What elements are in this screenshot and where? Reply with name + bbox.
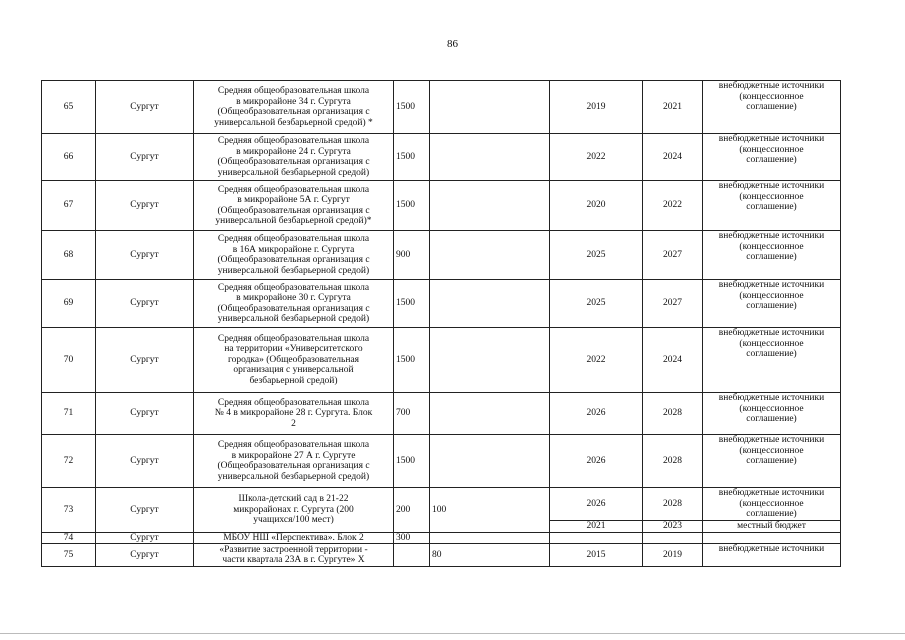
end-year: 2028 bbox=[643, 488, 703, 521]
start-year: 2015 bbox=[550, 544, 643, 567]
city-cell: Сургут bbox=[96, 181, 194, 231]
start-year: 2019 bbox=[550, 81, 643, 134]
facility-name-line: Школа-детский сад в 21-22 bbox=[238, 494, 349, 504]
funding-source-line: (концессионное bbox=[739, 338, 804, 349]
capacity-secondary-cell bbox=[430, 328, 550, 393]
row-number: 69 bbox=[42, 280, 96, 328]
capacity-cell: 1500 bbox=[394, 134, 430, 181]
capacity-secondary-cell bbox=[430, 393, 550, 435]
row-number: 68 bbox=[42, 231, 96, 280]
row-number: 74 bbox=[42, 532, 96, 544]
table-row bbox=[42, 181, 841, 231]
funding-source-line: (концессионное bbox=[739, 144, 804, 155]
start-year: 2021 bbox=[550, 521, 643, 533]
facility-name-line: № 4 в микрорайоне 28 г. Сургута. Блок bbox=[214, 408, 373, 419]
facility-name-line: в микрорайоне 24 г. Сургута bbox=[236, 146, 351, 157]
facility-name-line: микрорайонах г. Сургута (200 bbox=[233, 504, 354, 515]
funding-source bbox=[703, 81, 841, 134]
funding-source bbox=[703, 280, 841, 328]
facility-name-line: в микрорайоне 34 г. Сургута bbox=[236, 96, 351, 107]
start-year: 2026 bbox=[550, 488, 643, 521]
row-number: 71 bbox=[42, 393, 96, 435]
funding-source-line: (концессионное bbox=[739, 445, 804, 456]
funding-source bbox=[703, 134, 841, 181]
start-year: 2020 bbox=[550, 181, 643, 231]
funding-source bbox=[703, 544, 841, 567]
funding-source-line: (концессионное bbox=[739, 403, 804, 414]
facility-name-line: Средняя общеобразовательная школа bbox=[217, 86, 370, 96]
table-row bbox=[42, 393, 841, 435]
capacity-secondary-cell: 100 bbox=[430, 488, 550, 533]
table-row bbox=[42, 81, 841, 134]
funding-source-line: внебюджетные источники bbox=[718, 81, 825, 91]
facility-name-line: (Общеобразовательная организация с bbox=[217, 107, 370, 117]
capacity-secondary-cell bbox=[430, 532, 550, 544]
facility-name bbox=[194, 81, 394, 134]
facility-name bbox=[194, 544, 394, 567]
end-year: 2021 bbox=[643, 81, 703, 134]
facility-name-line: в микрорайоне 5А г. Сургут bbox=[237, 195, 350, 205]
funding-source-line: внебюджетные источники bbox=[718, 393, 825, 403]
row-number: 66 bbox=[42, 134, 96, 181]
start-year: 2026 bbox=[550, 393, 643, 435]
facility-name bbox=[194, 280, 394, 328]
funding-source bbox=[703, 488, 841, 521]
capacity-secondary-cell: 80 bbox=[430, 544, 550, 567]
facility-name-line: организация с универсальной bbox=[233, 365, 354, 376]
facility-name-line: Средняя общеобразовательная школа bbox=[217, 184, 370, 195]
table-row bbox=[42, 280, 841, 328]
facility-name-line: (Общеобразовательная организация с bbox=[217, 461, 370, 471]
facility-name-line: на территории «Университетского bbox=[224, 344, 363, 355]
funding-source-line: внебюджетные источники bbox=[718, 134, 825, 144]
facility-name-line: Средняя общеобразовательная школа bbox=[217, 397, 370, 408]
facility-name-line: Средняя общеобразовательная школа bbox=[217, 333, 370, 344]
end-year: 2027 bbox=[643, 280, 703, 328]
capacity-cell: 1500 bbox=[394, 181, 430, 231]
facility-name-line: универсальной безбарьерной средой) * bbox=[214, 117, 373, 128]
funding-source-line: соглашение) bbox=[746, 155, 797, 165]
row-number: 70 bbox=[42, 328, 96, 393]
facility-name-line: Средняя общеобразовательная школа bbox=[217, 440, 370, 450]
funding-source bbox=[703, 393, 841, 435]
funding-source-line: соглашение) bbox=[746, 301, 797, 311]
table-row bbox=[42, 488, 841, 521]
facility-name-line: 2 bbox=[291, 418, 296, 429]
facilities-table bbox=[41, 80, 841, 567]
capacity-secondary-cell bbox=[430, 231, 550, 280]
funding-source bbox=[703, 231, 841, 280]
city-cell: Сургут bbox=[96, 280, 194, 328]
capacity-secondary-cell bbox=[430, 81, 550, 134]
facility-name-line: (Общеобразовательная организация с bbox=[217, 303, 370, 314]
funding-source bbox=[703, 328, 841, 393]
start-year: 2022 bbox=[550, 328, 643, 393]
facility-name bbox=[194, 488, 394, 533]
funding-source-line: соглашение) bbox=[746, 414, 797, 424]
city-cell: Сургут bbox=[96, 532, 194, 544]
facility-name bbox=[194, 328, 394, 393]
facility-name bbox=[194, 393, 394, 435]
end-year: 2028 bbox=[643, 435, 703, 488]
capacity-cell: 900 bbox=[394, 231, 430, 280]
funding-source-line: соглашение) bbox=[746, 102, 797, 112]
funding-source bbox=[703, 181, 841, 231]
funding-source-line: внебюджетные источники bbox=[718, 181, 825, 191]
facility-name-line: части квартала 23А в г. Сургуте» Х bbox=[222, 555, 365, 565]
start-year: 2025 bbox=[550, 280, 643, 328]
facility-name-line: универсальной безбарьерной средой) bbox=[217, 471, 370, 482]
funding-source-line: соглашение) bbox=[746, 509, 797, 519]
facility-name bbox=[194, 231, 394, 280]
capacity-cell: 1500 bbox=[394, 328, 430, 393]
capacity-cell: 1500 bbox=[394, 280, 430, 328]
city-cell: Сургут bbox=[96, 231, 194, 280]
capacity-cell: 1500 bbox=[394, 81, 430, 134]
funding-source-line: соглашение) bbox=[746, 202, 797, 212]
city-cell: Сургут bbox=[96, 134, 194, 181]
facility-name-line: МБОУ НШ «Перспектива». Блок 2 bbox=[223, 532, 364, 543]
table-row bbox=[42, 328, 841, 393]
facility-name-line: в 16А микрорайоне г. Сургута bbox=[232, 244, 355, 255]
facility-name-line: городка» (Общеобразовательная bbox=[227, 354, 360, 365]
row-number: 72 bbox=[42, 435, 96, 488]
facility-name-line: универсальной безбарьерной средой) bbox=[217, 167, 370, 178]
facility-name-line: Средняя общеобразовательная школа bbox=[217, 282, 370, 293]
funding-source-line: соглашение) bbox=[746, 252, 797, 262]
funding-source-line: (концессионное bbox=[739, 191, 804, 202]
end-year: 2027 bbox=[643, 231, 703, 280]
facility-name-line: универсальной безбарьерной средой)* bbox=[215, 216, 372, 226]
city-cell: Сургут bbox=[96, 544, 194, 567]
end-year: 2019 bbox=[643, 544, 703, 567]
start-year bbox=[550, 532, 643, 544]
capacity-cell: 200 bbox=[394, 488, 430, 533]
funding-source: местный бюджет bbox=[703, 521, 841, 533]
table-row bbox=[42, 231, 841, 280]
facility-name-line: Средняя общеобразовательная школа bbox=[217, 136, 370, 146]
capacity-cell bbox=[394, 544, 430, 567]
city-cell: Сургут bbox=[96, 488, 194, 533]
facility-name-line: (Общеобразовательная организация с bbox=[217, 157, 370, 167]
facility-name bbox=[194, 134, 394, 181]
funding-source-line: внебюджетные источники bbox=[718, 544, 825, 554]
table-row bbox=[42, 134, 841, 181]
funding-source-line: (концессионное bbox=[739, 498, 804, 509]
facility-name bbox=[194, 181, 394, 231]
table-row bbox=[42, 532, 841, 544]
facility-name-line: (Общеобразовательная организация с bbox=[217, 205, 370, 216]
capacity-secondary-cell bbox=[430, 134, 550, 181]
funding-source-line: (концессионное bbox=[739, 241, 804, 252]
facility-name-line: универсальной безбарьерной средой) bbox=[217, 265, 370, 276]
capacity-secondary-cell bbox=[430, 181, 550, 231]
end-year bbox=[643, 532, 703, 544]
facility-name-line: Средняя общеобразовательная школа bbox=[217, 234, 370, 244]
end-year: 2028 bbox=[643, 393, 703, 435]
row-number: 73 bbox=[42, 488, 96, 533]
end-year: 2023 bbox=[643, 521, 703, 533]
funding-source bbox=[703, 532, 841, 544]
funding-source-line: (концессионное bbox=[739, 290, 804, 301]
end-year: 2024 bbox=[643, 328, 703, 393]
funding-source-line: внебюджетные источники bbox=[718, 280, 825, 290]
funding-source-line: соглашение) bbox=[746, 456, 797, 466]
capacity-secondary-cell bbox=[430, 435, 550, 488]
start-year: 2026 bbox=[550, 435, 643, 488]
capacity-cell: 300 bbox=[394, 532, 430, 544]
facility-name-line: учащихся/100 мест) bbox=[253, 515, 334, 525]
capacity-cell: 1500 bbox=[394, 435, 430, 488]
row-number: 75 bbox=[42, 544, 96, 567]
facility-name-line: в микрорайоне 30 г. Сургута bbox=[236, 293, 351, 303]
city-cell: Сургут bbox=[96, 81, 194, 134]
page-number: 86 bbox=[447, 38, 458, 50]
row-number: 67 bbox=[42, 181, 96, 231]
facility-name-line: (Общеобразовательная организация с bbox=[217, 255, 370, 265]
funding-source-line: внебюджетные источники bbox=[718, 488, 825, 498]
facility-name-line: «Развитие застроенной территории - bbox=[219, 544, 368, 555]
funding-source-line: (концессионное bbox=[739, 91, 804, 102]
funding-source-line: соглашение) bbox=[746, 349, 797, 359]
start-year: 2022 bbox=[550, 134, 643, 181]
end-year: 2024 bbox=[643, 134, 703, 181]
facility-name-line: в микрорайоне 27 А г. Сургуте bbox=[231, 450, 356, 461]
city-cell: Сургут bbox=[96, 393, 194, 435]
facility-name-line: безбарьерной средой) bbox=[249, 375, 338, 386]
start-year: 2025 bbox=[550, 231, 643, 280]
facility-name-line: универсальной безбарьерной средой) bbox=[217, 314, 370, 324]
city-cell: Сургут bbox=[96, 435, 194, 488]
capacity-cell: 700 bbox=[394, 393, 430, 435]
funding-source-line: внебюджетные источники bbox=[718, 328, 825, 338]
funding-source-line: внебюджетные источники bbox=[718, 231, 825, 241]
table-row bbox=[42, 435, 841, 488]
end-year: 2022 bbox=[643, 181, 703, 231]
city-cell: Сургут bbox=[96, 328, 194, 393]
facility-name bbox=[194, 532, 394, 544]
capacity-secondary-cell bbox=[430, 280, 550, 328]
table-row bbox=[42, 544, 841, 567]
funding-source-line: внебюджетные источники bbox=[718, 435, 825, 445]
scan-edge-line bbox=[0, 633, 905, 634]
row-number: 65 bbox=[42, 81, 96, 134]
facility-name bbox=[194, 435, 394, 488]
funding-source bbox=[703, 435, 841, 488]
